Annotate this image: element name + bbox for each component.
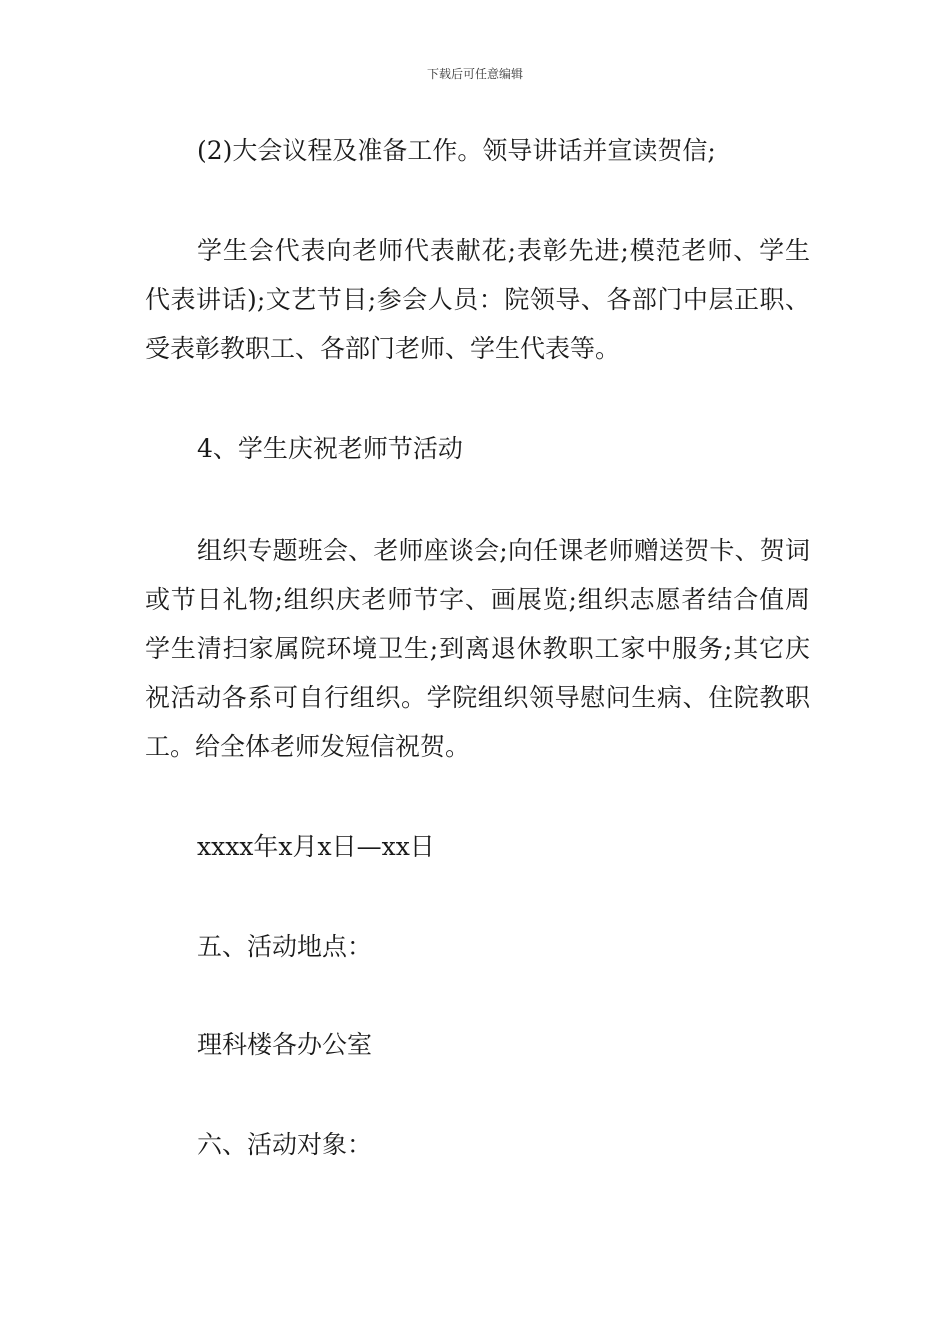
heading-student-activities: 4、学生庆祝老师节活动 [197, 434, 463, 463]
heading-location: 五、活动地点： [197, 932, 373, 961]
page-header-note: 下载后可任意编辑 [426, 67, 523, 81]
paragraph-date: xxxx年x月x日—xx日 [197, 832, 435, 861]
paragraph-student-activities: 组织专题班会、老师座谈会;向任课老师赠送贺卡、贺词或节日礼物;组织庆老师节字、画展览;组织志愿者结合值周学生清扫家属院环境卫生;到离退休教职工家中服务;其它庆祝活动各系可自行组织。学院组织领导慰问生病、住院教职工。给全体老师发短信祝贺。 [145, 536, 810, 761]
paragraph-program: 学生会代表向老师代表献花;表彰先进;模范老师、学生代表讲话);文艺节目;参会人员：院领导、各部门中层正职、受表彰教职工、各部门老师、学生代表等。 [145, 236, 810, 363]
paragraph-agenda: (2)大会议程及准备工作。领导讲话并宣读贺信; [197, 136, 716, 165]
paragraph-location: 理科楼各办公室 [197, 1030, 373, 1059]
heading-audience: 六、活动对象： [197, 1130, 373, 1159]
